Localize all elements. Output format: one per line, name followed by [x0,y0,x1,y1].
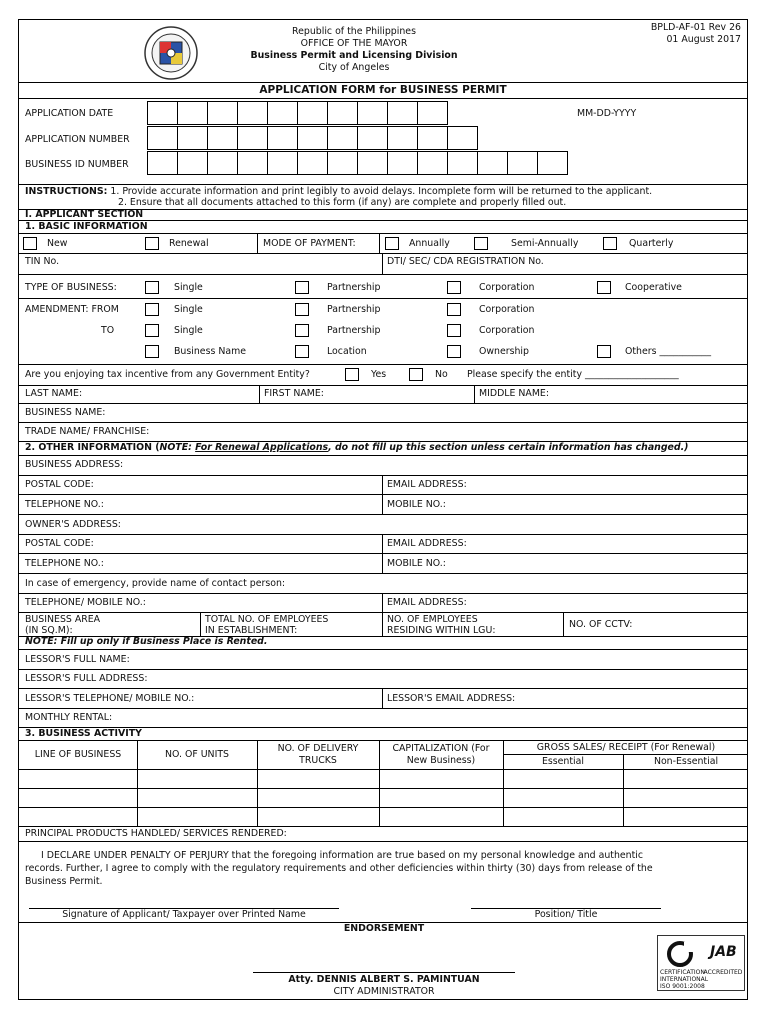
char-box[interactable] [147,151,178,175]
char-box[interactable] [477,151,508,175]
to-partnership-label: Partnership [327,325,381,336]
certification-badge [657,935,745,991]
from-single-label: Single [174,304,203,315]
column-divider [503,789,504,807]
char-box[interactable] [447,126,478,150]
business-name-option-label: Business Name [174,346,246,357]
type-corporation-checkbox[interactable] [447,281,461,294]
to-single-checkbox[interactable] [145,324,159,337]
tin-row [19,254,747,275]
lessor-name-label: LESSOR'S FULL NAME: [25,654,130,665]
type-of-business-row [19,275,747,299]
header-republic: Republic of the Philippines [292,26,416,37]
char-box[interactable] [387,151,418,175]
from-single-checkbox[interactable] [145,303,159,316]
char-box[interactable] [537,151,568,175]
principal-products-row [19,827,747,842]
other-info-header [19,442,747,456]
dti-label: DTI/ SEC/ CDA REGISTRATION No. [387,256,544,267]
column-divider [137,789,138,807]
column-divider [503,770,504,788]
emergency-phone-row [19,594,747,613]
tax-yes-checkbox[interactable] [345,368,359,381]
endorser-role: CITY ADMINISTRATOR [333,986,435,997]
instructions-label: INSTRUCTIONS: [25,186,108,197]
lessor-address-row [19,670,747,689]
application-date-label: APPLICATION DATE [25,108,114,119]
emergency-contact-label: In case of emergency, provide name of contact person: [25,578,286,589]
type-of-business-label: TYPE OF BUSINESS: [25,282,117,293]
col-capitalization: CAPITALIZATION (For [392,743,490,754]
business-name-row [19,404,747,423]
declaration-line-1: I DECLARE UNDER PENALTY OF PERJURY that the foregoing information are true based on my personal knowledge and authentic [41,850,644,861]
other-info-title: 2. OTHER INFORMATION ( [25,442,160,453]
char-box[interactable] [297,101,328,125]
owner-address-label: OWNER'S ADDRESS: [25,519,121,530]
char-box[interactable] [207,151,238,175]
applicant-section-title: I. APPLICANT SECTION [25,209,144,220]
new-checkbox[interactable] [23,237,37,250]
header-city: City of Angeles [318,62,390,73]
business-address-label: BUSINESS ADDRESS: [25,459,124,470]
position-title-label: Position/ Title [534,909,598,920]
renewal-note-text: , do not fill up this section unless certain information has changed.) [328,442,689,453]
emergency-contact-row [19,574,747,594]
basic-info-title: 1. BASIC INFORMATION [25,221,148,232]
form-header [19,20,747,83]
col-delivery-trucks-sub: TRUCKS [299,755,337,766]
char-box[interactable] [447,151,478,175]
total-employees-label: TOTAL NO. OF EMPLOYEES [205,614,329,625]
char-box[interactable] [417,101,448,125]
type-cooperative-label: Cooperative [625,282,682,293]
from-partnership-checkbox[interactable] [295,303,309,316]
rented-note-row [19,637,747,650]
char-box[interactable] [147,101,178,125]
city-seal-icon [143,25,199,81]
char-box[interactable] [327,101,358,125]
char-box[interactable] [327,151,358,175]
business-postal-label: POSTAL CODE: [25,479,94,490]
column-divider [137,808,138,826]
semi-annually-label: Semi-Annually [511,238,579,249]
type-corporation-label: Corporation [479,282,535,293]
char-box[interactable] [327,126,358,150]
total-employees-sub: IN ESTABLISHMENT: [205,625,298,636]
column-divider [623,789,624,807]
to-corporation-label: Corporation [479,325,535,336]
char-box[interactable] [177,126,208,150]
last-name-label: LAST NAME: [25,388,83,399]
principal-products-label: PRINCIPAL PRODUCTS HANDLED/ SERVICES RENDERED: [25,828,287,839]
form-title-row [19,83,747,99]
ownership-checkbox[interactable] [447,345,461,358]
header-division: Business Permit and Licensing Division [250,50,458,61]
to-corporation-checkbox[interactable] [447,324,461,337]
business-area-unit: (IN SQ.M): [25,625,73,636]
owner-address-row [19,515,747,535]
mode-of-payment-label: MODE OF PAYMENT: [263,238,356,249]
char-box[interactable] [267,126,298,150]
column-divider [503,808,504,826]
column-divider [137,770,138,788]
column-divider [257,808,258,826]
trade-name-label: TRADE NAME/ FRANCHISE: [25,426,150,437]
certification-logo-icon [664,940,698,968]
instructions [19,185,747,210]
lgu-employees-label: NO. OF EMPLOYEES [387,614,478,625]
business-address-row [19,456,747,476]
instruction-2: 2. Ensure that all documents attached to this form (if any) are complete and properly filled out. [118,197,567,208]
monthly-rental-row [19,709,747,728]
location-checkbox[interactable] [295,345,309,358]
char-box[interactable] [297,151,328,175]
col-capitalization-sub: New Business) [406,755,476,766]
char-box[interactable] [357,151,388,175]
tax-incentive-row [19,365,747,386]
amendment-from-label: AMENDMENT: FROM [25,304,119,315]
endorser-name: Atty. DENNIS ALBERT S. PAMINTUAN [288,974,480,985]
char-box[interactable] [357,101,388,125]
tax-no-label: No [435,369,448,380]
form-title: APPLICATION FORM for BUSINESS PERMIT [259,84,507,96]
owner-postal-label: POSTAL CODE: [25,538,94,549]
owner-postal-row [19,535,747,554]
lessor-name-row [19,650,747,670]
renewal-label: Renewal [169,238,209,249]
endorsement-signature-line [253,972,515,973]
section-1-header [19,210,747,221]
activity-row[interactable] [19,770,747,789]
col-non-essential: Non-Essential [653,756,719,767]
header-office: OFFICE OF THE MAYOR [300,38,408,49]
type-single-checkbox[interactable] [145,281,159,294]
type-cooperative-checkbox[interactable] [597,281,611,294]
business-permit-form [18,19,748,1000]
char-box[interactable] [417,126,448,150]
char-box[interactable] [267,151,298,175]
emergency-phone-label: TELEPHONE/ MOBILE NO.: [25,597,146,608]
specify-entity-field[interactable]: Please specify the entity ____________________ [467,369,679,380]
char-box[interactable] [237,101,268,125]
business-id-label: BUSINESS ID NUMBER [25,159,129,170]
application-type-row [19,234,747,254]
amendment-to-label: TO [101,325,115,336]
rented-note: NOTE: Fill up only if Business Place is Rented. [25,636,268,647]
column-divider [623,770,624,788]
first-name-label: FIRST NAME: [264,388,324,399]
declaration-block [19,842,747,923]
accredited-text: ACCREDITED [703,969,743,976]
emergency-email-label: EMAIL ADDRESS: [387,597,467,608]
lessor-address-label: LESSOR'S FULL ADDRESS: [25,673,148,684]
activity-table-header [19,741,747,770]
owner-phone-row [19,554,747,574]
char-box[interactable] [207,101,238,125]
date-format-hint: MM-DD-YYYY [577,108,637,119]
business-stats-row [19,613,747,637]
id-section [19,99,747,185]
char-box[interactable] [387,126,418,150]
middle-name-label: MIDDLE NAME: [479,388,550,399]
semi-annually-checkbox[interactable] [474,237,488,250]
activity-row[interactable] [19,789,747,808]
new-label: New [47,238,68,249]
char-box[interactable] [267,101,298,125]
lessor-contact-row [19,689,747,709]
column-divider [257,789,258,807]
endorsement-title: ENDORSEMENT [343,923,425,934]
cert-text: CERTIFICATION INTERNATIONAL [660,969,709,983]
monthly-rental-label: MONTHLY RENTAL: [25,712,113,723]
business-activity-header [19,728,747,741]
quarterly-label: Quarterly [629,238,674,249]
owner-telephone-label: TELEPHONE NO.: [25,558,104,569]
col-line-of-business: LINE OF BUSINESS [34,749,122,760]
char-box[interactable] [387,101,418,125]
business-name-label: BUSINESS NAME: [25,407,106,418]
type-partnership-checkbox[interactable] [295,281,309,294]
type-partnership-label: Partnership [327,282,381,293]
jab-logo: JAB [710,944,737,960]
cert-iso: ISO 9001:2008 [660,983,705,990]
to-single-label: Single [174,325,203,336]
char-box[interactable] [207,126,238,150]
column-divider [379,770,380,788]
business-postal-row [19,476,747,495]
char-box[interactable] [357,126,388,150]
annually-checkbox[interactable] [385,237,399,250]
char-box[interactable] [237,151,268,175]
trade-name-row [19,423,747,442]
amendment-block [19,299,747,365]
char-box[interactable] [417,151,448,175]
cctv-label: NO. OF CCTV: [569,619,633,630]
applicant-signature-label: Signature of Applicant/ Taxpayer over Printed Name [62,909,306,920]
business-area-label: BUSINESS AREA [25,614,101,625]
business-activity-title: 3. BUSINESS ACTIVITY [25,728,142,739]
char-box[interactable] [177,151,208,175]
business-mobile-label: MOBILE NO.: [387,499,446,510]
col-essential: Essential [541,756,585,767]
owner-email-label: EMAIL ADDRESS: [387,538,467,549]
basic-info-header [19,221,747,234]
col-delivery-trucks: NO. OF DELIVERY [277,743,359,754]
annually-label: Annually [409,238,450,249]
note-label: NOTE: [159,442,192,453]
from-corporation-label: Corporation [479,304,535,315]
lgu-employees-sub: RESIDING WITHIN LGU: [387,625,496,636]
name-row [19,386,747,404]
col-gross-sales: GROSS SALES/ RECEIPT (For Renewal) [536,742,716,753]
quarterly-checkbox[interactable] [603,237,617,250]
ownership-label: Ownership [479,346,529,357]
char-box[interactable] [297,126,328,150]
declaration-line-2: records. Further, I agree to comply with the regulatory requirements and other deficiencies within thirty (30) days from release of the [25,863,653,874]
application-number-label: APPLICATION NUMBER [25,134,130,145]
from-partnership-label: Partnership [327,304,381,315]
tax-yes-label: Yes [371,369,387,380]
business-name-checkbox[interactable] [145,345,159,358]
location-label: Location [327,346,367,357]
lessor-telephone-label: LESSOR'S TELEPHONE/ MOBILE NO.: [25,693,195,704]
to-partnership-checkbox[interactable] [295,324,309,337]
char-box[interactable] [507,151,538,175]
col-no-of-units: NO. OF UNITS [164,749,230,760]
char-box[interactable] [147,126,178,150]
column-divider [257,770,258,788]
type-single-label: Single [174,282,203,293]
char-box[interactable] [237,126,268,150]
column-divider [623,808,624,826]
business-phone-row [19,495,747,515]
form-code: BPLD-AF-01 Rev 26 [650,22,741,33]
form-date: 01 August 2017 [666,34,741,45]
owner-mobile-label: MOBILE NO.: [387,558,446,569]
from-corporation-checkbox[interactable] [447,303,461,316]
activity-row[interactable] [19,808,747,827]
lessor-email-label: LESSOR'S EMAIL ADDRESS: [387,693,516,704]
others-checkbox[interactable] [597,345,611,358]
renewal-note-link: For Renewal Applications [195,442,329,453]
business-telephone-label: TELEPHONE NO.: [25,499,104,510]
tax-no-checkbox[interactable] [409,368,423,381]
renewal-checkbox[interactable] [145,237,159,250]
column-divider [379,789,380,807]
char-box[interactable] [177,101,208,125]
business-email-label: EMAIL ADDRESS: [387,479,467,490]
column-divider [379,808,380,826]
tin-label: TIN No. [25,256,60,267]
instruction-1: 1. Provide accurate information and print legibly to avoid delays. Incomplete form will be returned to the applicant. [110,186,653,197]
tax-incentive-question: Are you enjoying tax incentive from any Government Entity? [25,369,310,380]
declaration-line-3: Business Permit. [25,876,103,887]
others-label: Others ___________ [625,346,712,357]
